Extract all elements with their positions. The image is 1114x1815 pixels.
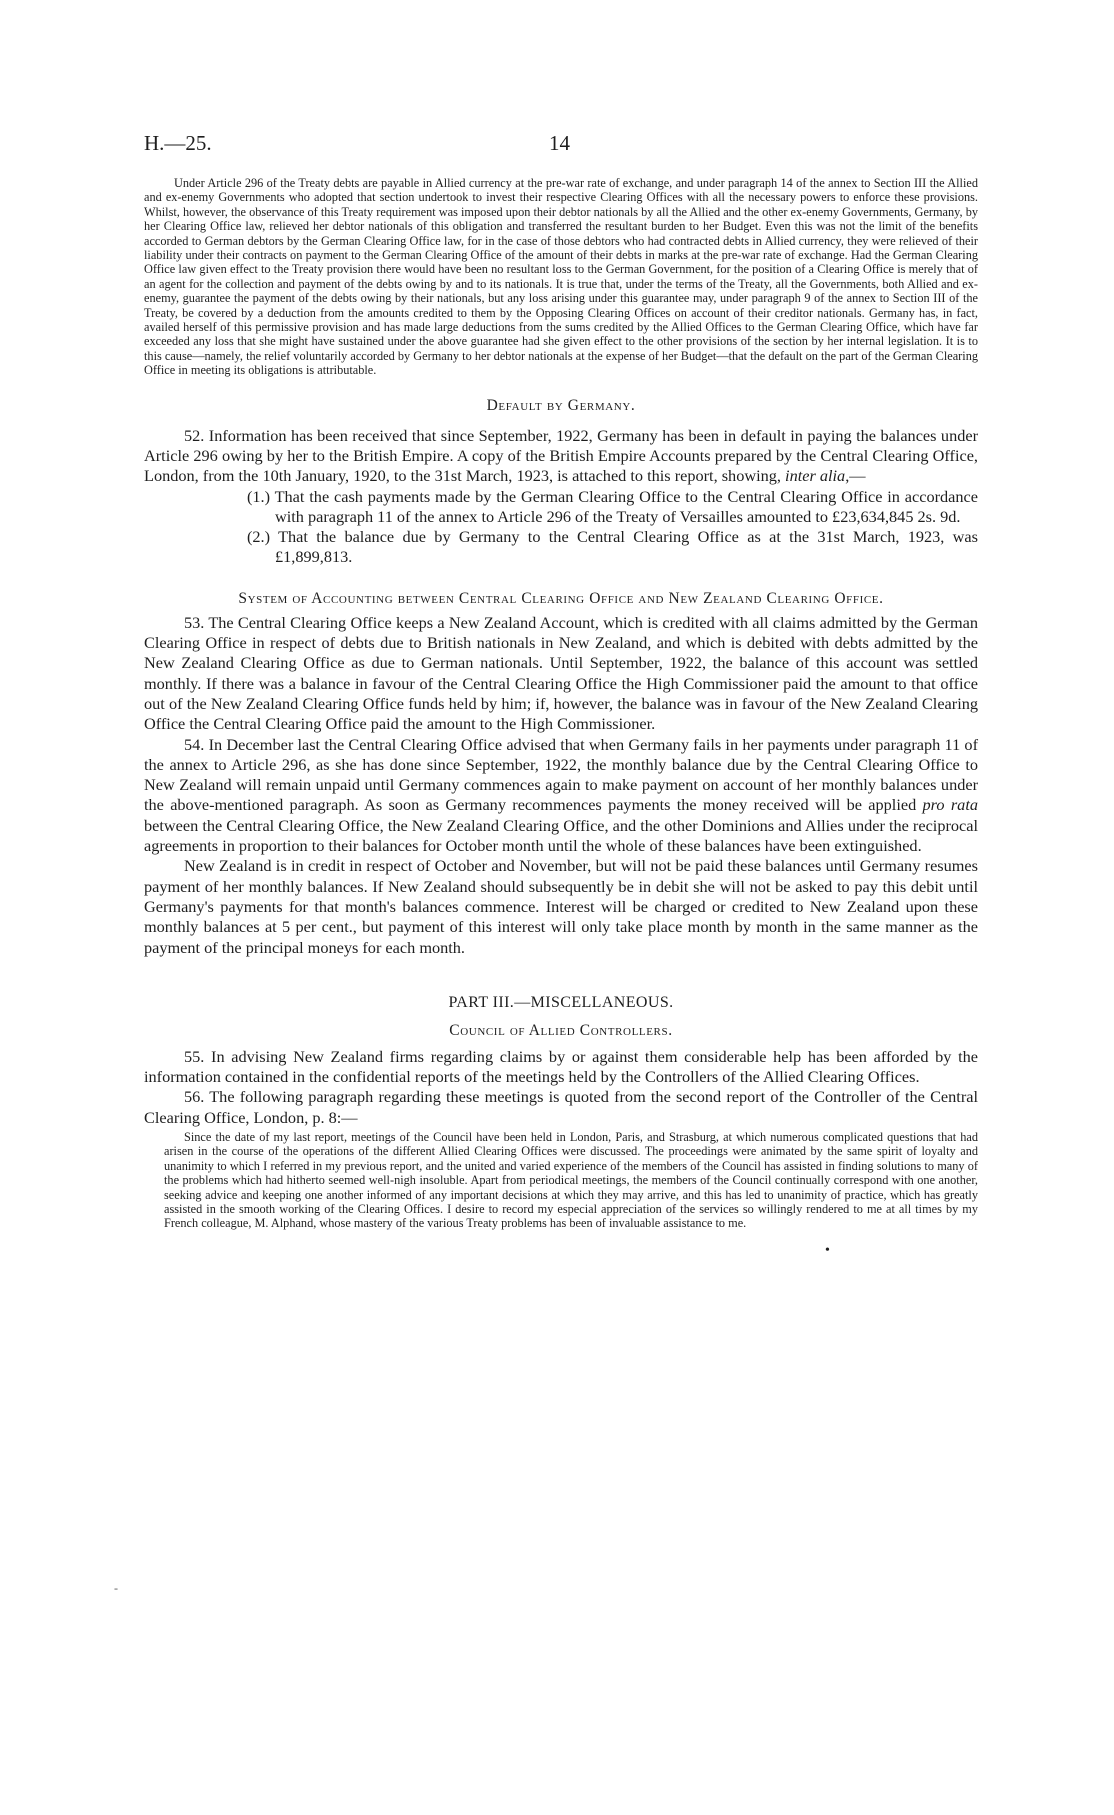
paragraph-54: [144, 735, 978, 857]
stray-mark-dash: -: [114, 1581, 118, 1595]
paragraph-55: 55. In advising New Zealand firms regarding claims by or against them considerable help has been afforded by the information contained in the confidential reports of the meetings held by the Controllers of the Allied Clearing Offices.: [144, 1046, 978, 1087]
paragraph-52: [144, 426, 978, 487]
paragraph-54-italic: pro rata: [922, 795, 978, 815]
page-header: [144, 131, 978, 161]
paragraph-54-end: between the Central Clearing Office, the New Zealand Clearing Office, and the other Dominions and Allies under the reciprocal agreements in proportion to their balances for October month until the whole of these balances have been extinguished.: [144, 815, 978, 856]
section-heading-council: Council of Allied Controllers.: [449, 1021, 673, 1039]
paragraph-new-zealand: New Zealand is in credit in respect of October and November, but will not be paid these balances until Germany resumes payment of her monthly balances. If New Zealand should subsequently be in debit she will not be asked to pay this debit until Germany's payments for that month's balances commence. Interest will be charged or credited to New Zealand upon these monthly balances at 5 per cent., but payment of this interest will only take place month by month in the same manner as the payment of the principal moneys for each month.: [144, 856, 978, 957]
list-item-2: (2.) That the balance due by Germany to the Central Clearing Office as at the 31st March, 1923, was £1,899,813.: [247, 527, 978, 567]
paragraph-56: 56. The following paragraph regarding these meetings is quoted from the second report of the Controller of the Central Clearing Office, London, p. 8:—: [144, 1087, 978, 1127]
paragraph-54-text: 54. In December last the Central Clearing Office advised that when Germany fails in her payments under paragraph 11 of the annex to Article 296, as she has done since September, 1922, the monthly balance due by the Central Clearing Office to New Zealand will remain unpaid until Germany commences again to make payment on account of her monthly balances under the above-mentioned paragraph. As soon as Germany recommences payments the money received will be applied: [144, 734, 978, 815]
quoted-paragraph: Since the date of my last report, meetings of the Council have been held in London, Paris, and Strasburg, at which numerous complicated questions that had arisen in the course of the operations of the different Allied Clearing Offices were discussed. The proceedings were animated by the same spirit of loyalty and unanimity to which I referred in my previous report, and the united and varied experience of the members of the Council has assisted in finding solutions to many of the problems which had hitherto seemed well-nigh insoluble. Apart from periodical meetings, the members of the Council continually correspond with one another, seeking advice and keeping one another informed of any important decisions at which they may arrive, and this has led to unanimity of practice, which has greatly assisted in the smooth working of the Clearing Offices. I desire to record my especial appreciation of the services so willingly rendered to me at all times by my French colleague, M. Alphand, whose mastery of the various Treaty problems has been of invaluable assistance to me.: [164, 1130, 978, 1231]
paragraph-53: 53. The Central Clearing Office keeps a New Zealand Account, which is credited with all claims admitted by the German Clearing Office in respect of debts due to British nationals in New Zealand, and which is debited with debts admitted by the New Zealand Clearing Office as due to German nationals. Until September, 1922, the balance of this account was settled monthly. If there was a balance in favour of the Central Clearing Office the High Commissioner paid the amount to that office out of the New Zealand Clearing Office funds held by him; if, however, the balance was in favour of the New Zealand Clearing Office the Central Clearing Office paid the amount to the High Commissioner.: [144, 612, 978, 734]
paragraph-52-text: 52. Information has been received that since September, 1922, Germany has been in default in paying the balances under Article 296 owing by her to the British Empire. A copy of the British Empire Accounts prepared by the Central Clearing Office, London, from the 10th January, 1920, to the 31st March, 1923, is attached to this report, showing,: [144, 425, 978, 486]
paragraph-52-italic: inter alia: [785, 466, 846, 486]
section-heading-default: Default by Germany.: [486, 396, 636, 414]
document-id: H.—25.: [144, 131, 212, 155]
part-three-heading: PART III.—MISCELLANEOUS.: [448, 993, 674, 1011]
page-number: 14: [549, 131, 570, 155]
page-content: [144, 176, 978, 1231]
section-heading-accounting: System of Accounting between Central Clearing Office and New Zealand Clearing Office.: [238, 589, 884, 607]
intro-paragraph: Under Article 296 of the Treaty debts are payable in Allied currency at the pre-war rate of exchange, and under paragraph 14 of the annex to Section III the Allied and ex-enemy Governments who adopted that section undertook to invest their respective Clearing Offices with all the necessary powers to enforce these provisions. Whilst, however, the observance of this Treaty requirement was imposed upon their debtor nationals by all the Allied and the other ex-enemy Governments, Germany, by her Clearing Office law, relieved her debtor nationals of this obligation and transferred the resultant burden to her Budget. Even this was not the limit of the benefits accorded to German debtors by the German Clearing Office law, for in the case of those debtors who had contracted debts in Allied currency, they were relieved of their liability under their contracts on payment to the German Clearing Office of the amount of their debts in marks at the pre-war rate of exchange. Had the German Clearing Office law given effect to the Treaty provision there would have been no resultant loss to the German Government, for the position of a Clearing Office is merely that of an agent for the collection and payment of the debts owing by and to its nationals. It is true that, under the terms of the Treaty, all the Governments, both Allied and ex-enemy, guarantee the payment of the debts owing by their nationals, but any loss arising under this guarantee may, under paragraph 9 of the annex to Section III of the Treaty, be covered by a deduction from the amounts credited to them by the Opposing Clearing Offices on account of their creditor nationals. Germany has, in fact, availed herself of this permissive provision and has made large deductions from the sums credited by the Allied Offices to the German Clearing Office, which have far exceeded any loss that she might have sustained under the above guarantee had she given effect to the other provisions of the section by her internal legislation. It is to this cause—namely, the relief voluntarily accorded by Germany to her debtor nationals at the expense of her Budget—that the default on the part of the German Clearing Office in meeting its obligations is attributable.: [144, 176, 978, 378]
paragraph-52-end: ,—: [845, 466, 866, 486]
list-item-1: (1.) That the cash payments made by the German Clearing Office to the Central Clearing Office in accordance with paragraph 11 of the annex to Article 296 of the Treaty of Versailles amounted to £23,634,845 2s. 9d.: [247, 486, 978, 526]
stray-mark-dot: •: [825, 1243, 830, 1258]
